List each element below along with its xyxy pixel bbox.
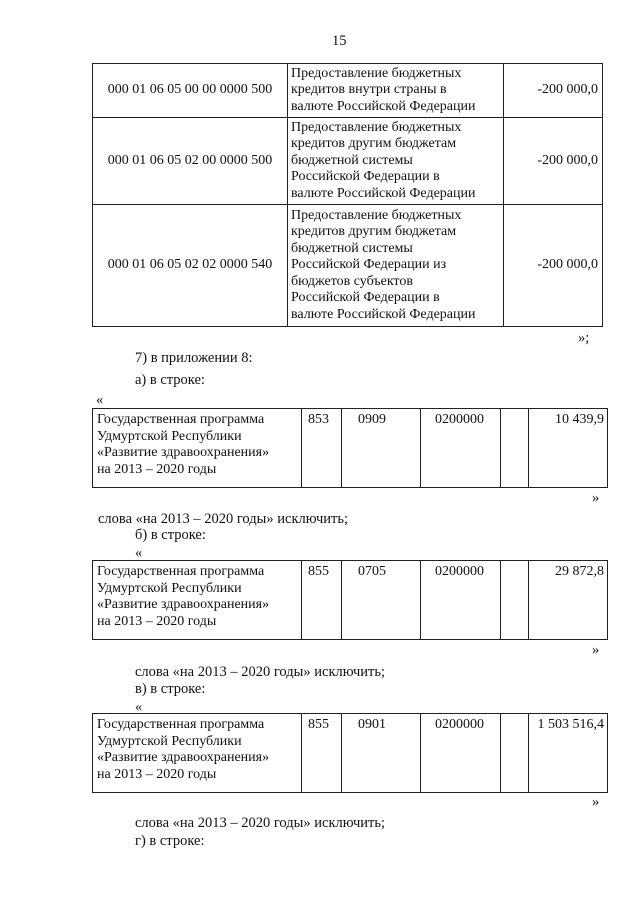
table-row xyxy=(93,561,608,640)
sub-item-v: в) в строке: xyxy=(135,681,206,697)
budget-code-table xyxy=(92,63,603,327)
program-name: Государственная программа Удмуртской Республики «Развитие здравоохранения» на 2013 – 2020 годы xyxy=(93,714,302,793)
closing-quote: »; xyxy=(578,330,590,346)
budget-code-name: Предоставление бюджетных кредитов другим бюджетам бюджетной системы Российской Федерации из бюджетов субъектов Российской Федерации в валюте Российской Федерации xyxy=(288,205,504,327)
item-7-heading: 7) в приложении 8: xyxy=(135,350,253,366)
program-amount: 10 439,9 xyxy=(529,409,608,488)
open-quote: « xyxy=(135,545,143,561)
expense-type-code xyxy=(501,561,529,640)
exclude-instruction: слова «на 2013 – 2020 годы» исключить; xyxy=(98,511,349,527)
close-quote: » xyxy=(592,642,600,658)
table-row xyxy=(93,118,603,205)
program-row-table xyxy=(92,713,608,793)
open-quote: « xyxy=(135,699,143,715)
program-amount: 29 872,8 xyxy=(529,561,608,640)
target-code: 0200000 xyxy=(421,561,501,640)
program-row-table xyxy=(92,560,608,640)
expense-type-code xyxy=(501,409,529,488)
open-quote: « xyxy=(96,392,104,408)
target-code: 0200000 xyxy=(421,409,501,488)
close-quote: » xyxy=(592,794,600,810)
budget-code: 000 01 06 05 02 02 0000 540 xyxy=(93,205,288,327)
program-name: Государственная программа Удмуртской Республики «Развитие здравоохранения» на 2013 – 2020 годы xyxy=(93,561,302,640)
sub-item-g: г) в строке: xyxy=(135,833,205,849)
budget-amount: -200 000,0 xyxy=(504,118,603,205)
exclude-instruction: слова «на 2013 – 2020 годы» исключить; xyxy=(135,664,386,680)
section-code: 0705 xyxy=(342,561,421,640)
table-row xyxy=(93,205,603,327)
page-number: 15 xyxy=(332,33,347,49)
grbs-code: 853 xyxy=(302,409,342,488)
table-row xyxy=(93,64,603,118)
budget-code-name: Предоставление бюджетных кредитов внутри страны в валюте Российской Федерации xyxy=(288,64,504,118)
section-code: 0909 xyxy=(342,409,421,488)
sub-item-b: б) в строке: xyxy=(135,527,206,543)
section-code: 0901 xyxy=(342,714,421,793)
program-name: Государственная программа Удмуртской Республики «Развитие здравоохранения» на 2013 – 2020 годы xyxy=(93,409,302,488)
grbs-code: 855 xyxy=(302,561,342,640)
exclude-instruction: слова «на 2013 – 2020 годы» исключить; xyxy=(135,815,386,831)
program-amount: 1 503 516,4 xyxy=(529,714,608,793)
sub-item-a: а) в строке: xyxy=(135,372,205,388)
grbs-code: 855 xyxy=(302,714,342,793)
table-row xyxy=(93,714,608,793)
expense-type-code xyxy=(501,714,529,793)
target-code: 0200000 xyxy=(421,714,501,793)
budget-code: 000 01 06 05 00 00 0000 500 xyxy=(93,64,288,118)
budget-amount: -200 000,0 xyxy=(504,64,603,118)
table-row xyxy=(93,409,608,488)
program-row-table xyxy=(92,408,608,488)
budget-amount: -200 000,0 xyxy=(504,205,603,327)
close-quote: » xyxy=(592,490,600,506)
budget-code-name: Предоставление бюджетных кредитов другим бюджетам бюджетной системы Российской Федерации в валюте Российской Федерации xyxy=(288,118,504,205)
budget-code: 000 01 06 05 02 00 0000 500 xyxy=(93,118,288,205)
